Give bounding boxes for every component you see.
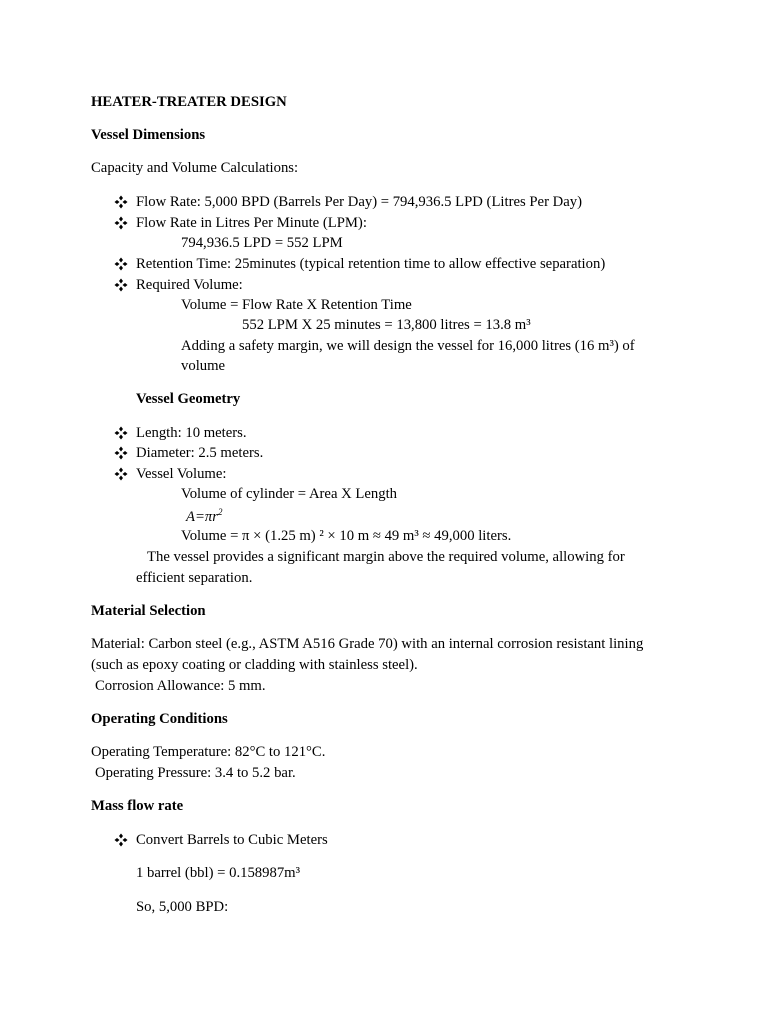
diamond-bullet-icon: [114, 257, 128, 271]
operating-conditions-heading: Operating Conditions: [91, 711, 228, 727]
flow-rate-bullet: Flow Rate: 5,000 BPD (Barrels Per Day) = 794,936.5 LPD (Litres Per Day): [136, 194, 582, 210]
material-line-2: (such as epoxy coating or cladding with stainless steel).: [91, 657, 418, 673]
vessel-margin-note-line-1: The vessel provides a significant margin above the required volume, allowing for: [147, 549, 625, 565]
area-formula-text: A=πr: [186, 509, 218, 525]
vessel-margin-note-line-2: efficient separation.: [136, 570, 253, 586]
material-line-1: Material: Carbon steel (e.g., ASTM A516 Grade 70) with an internal corrosion resistant lining: [91, 636, 644, 652]
material-selection-heading: Material Selection: [91, 603, 206, 619]
vessel-volume-calculation: Volume = π × (1.25 m) ² × 10 m ≈ 49 m³ ≈ 49,000 liters.: [181, 528, 512, 544]
operating-pressure: Operating Pressure: 3.4 to 5.2 bar.: [95, 765, 296, 781]
vessel-volume-bullet: Vessel Volume:: [136, 466, 227, 482]
cylinder-formula: Volume of cylinder = Area X Length: [181, 486, 398, 502]
retention-time-bullet: Retention Time: 25minutes (typical retention time to allow effective separation): [136, 256, 606, 272]
vessel-dimensions-heading: Vessel Dimensions: [91, 127, 206, 143]
safety-margin-line-2: volume: [181, 358, 226, 374]
flow-rate-lpm-bullet: Flow Rate in Litres Per Minute (LPM):: [136, 215, 367, 231]
volume-formula: Volume = Flow Rate X Retention Time: [181, 297, 412, 313]
volume-calculation: 552 LPM X 25 minutes = 13,800 litres = 13.8 m³: [242, 317, 531, 333]
diamond-bullet-icon: [114, 278, 128, 292]
safety-margin-line-1: Adding a safety margin, we will design the vessel for 16,000 litres (16 m³) of: [181, 338, 635, 354]
vessel-geometry-heading: Vessel Geometry: [136, 391, 241, 407]
capacity-intro: Capacity and Volume Calculations:: [91, 160, 299, 176]
diameter-bullet: Diameter: 2.5 meters.: [136, 445, 264, 461]
diamond-bullet-icon: [114, 426, 128, 440]
diamond-bullet-icon: [114, 833, 128, 847]
required-volume-bullet: Required Volume:: [136, 277, 243, 293]
diamond-bullet-icon: [114, 216, 128, 230]
length-bullet: Length: 10 meters.: [136, 425, 247, 441]
convert-barrels-bullet: Convert Barrels to Cubic Meters: [136, 832, 328, 848]
mass-flow-rate-heading: Mass flow rate: [91, 798, 184, 814]
bpd-so-line: So, 5,000 BPD:: [136, 899, 229, 915]
area-formula: [186, 507, 222, 527]
barrel-conversion: 1 barrel (bbl) = 0.158987m³: [136, 865, 301, 881]
flow-rate-lpm-detail: 794,936.5 LPD = 552 LPM: [181, 235, 343, 251]
diamond-bullet-icon: [114, 446, 128, 460]
document-title: HEATER-TREATER DESIGN: [91, 94, 287, 110]
area-formula-exponent: 2: [217, 507, 223, 517]
corrosion-allowance: Corrosion Allowance: 5 mm.: [95, 678, 266, 694]
diamond-bullet-icon: [114, 467, 128, 481]
operating-temperature: Operating Temperature: 82°C to 121°C.: [91, 744, 326, 760]
diamond-bullet-icon: [114, 195, 128, 209]
